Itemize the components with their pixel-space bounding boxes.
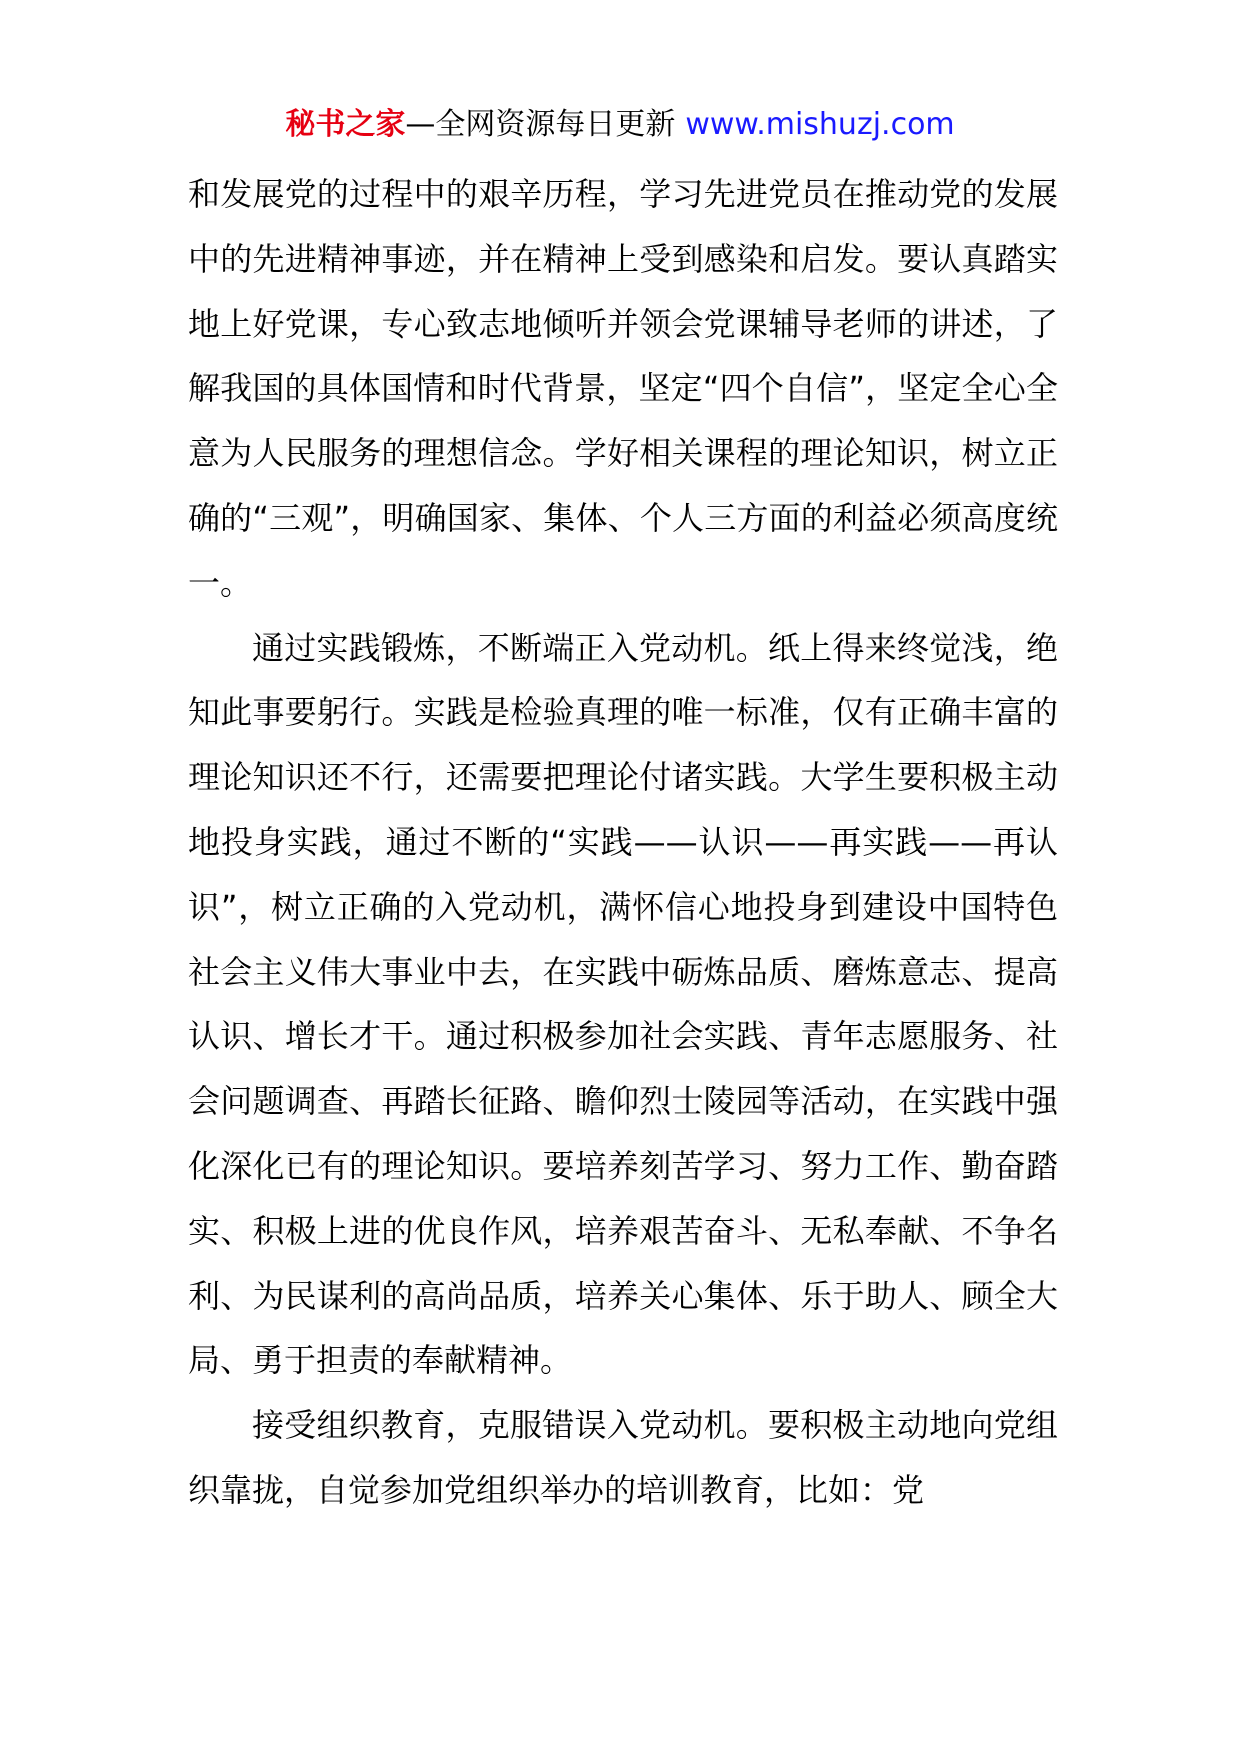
header-url-link[interactable]: www.mishuzj.com <box>685 107 955 142</box>
paragraph-continuation: 和发展党的过程中的艰辛历程，学习先进党员在推动党的发展中的先进精神事迹，并在精神上受到感染和启发。要认真踏实地上好党课，专心致志地倾听并领会党课辅导老师的讲述，了解我国的具体国情和时代背景，坚定“四个自信”，坚定全心全意为人民服务的理想信念。学好相关课程的理论知识，树立正确的“三观”，明确国家、集体、个人三方面的利益必须高度统一。 <box>188 175 1058 602</box>
document-body <box>188 162 1058 1523</box>
page-header <box>0 98 1240 152</box>
paragraph-practice: 通过实践锻炼，不断端正入党动机。纸上得来终觉浅，绝知此事要躬行。实践是检验真理的唯一标准，仅有正确丰富的理论知识还不行，还需要把理论付诸实践。大学生要积极主动地投身实践，通过不断的“实践——认识——再实践——再认识”，树立正确的入党动机，满怀信心地投身到建设中国特色社会主义伟大事业中去，在实践中砺炼品质、磨炼意志、提高认识、增长才干。通过积极参加社会实践、青年志愿服务、社会问题调查、再踏长征路、瞻仰烈士陵园等活动，在实践中强化深化已有的理论知识。要培养刻苦学习、努力工作、勤奋踏实、积极上进的优良作风，培养艰苦奋斗、无私奉献、不争名利、为民谋利的高尚品质，培养关心集体、乐于助人、顾全大局、勇于担责的奉献精神。 <box>188 628 1058 1380</box>
header-slogan: —全网资源每日更新 <box>405 107 676 142</box>
paragraph-education: 接受组织教育，克服错误入党动机。要积极主动地向党组织靠拢，自觉参加党组织举办的培训教育，比如：党 <box>188 1406 1058 1509</box>
header-brand: 秘书之家 <box>285 107 406 142</box>
